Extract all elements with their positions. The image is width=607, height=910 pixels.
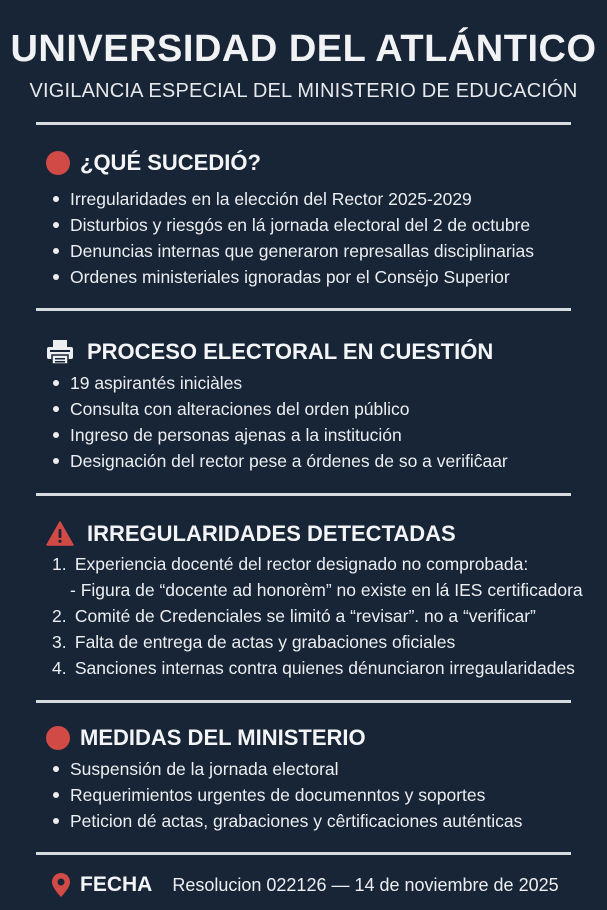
bullet-icon — [53, 792, 59, 798]
section-title: MEDIDAS DEL MINISTERIO — [80, 725, 366, 750]
list-item: Peticion dé actas, grabaciones y cêrtificaciones auténticas — [52, 808, 522, 834]
red-circle-icon — [46, 151, 70, 175]
section-irregularidades-heading — [46, 518, 456, 550]
list-item: Ordenes ministeriales ignoradas por el Consėjo Superior — [52, 264, 534, 290]
list-item: Suspensión de la jornada electoral — [52, 756, 522, 782]
bullet-icon — [53, 818, 59, 824]
list-item: Requerimientos urgentes de documenntos y soportes — [52, 782, 522, 808]
list-item: 4. Sanciones internas contra quienes dénunciaron irregaularidades — [52, 658, 575, 678]
footer-label: FECHA — [80, 873, 153, 896]
red-circle-icon — [46, 726, 70, 750]
section-que-sucedio-heading — [46, 147, 261, 179]
page-title: UNIVERSIDAD DEL ATLÁNTICO — [10, 28, 597, 70]
proceso-list — [52, 370, 508, 474]
bullet-icon — [53, 406, 59, 412]
section-title: ¿QUÉ SUCEDIÓ? — [80, 150, 261, 175]
bullet-icon — [53, 274, 59, 280]
irregularidades-list — [52, 551, 583, 681]
footer — [52, 870, 559, 900]
list-item: Ingreso de personas ajenas a la institución — [52, 422, 508, 448]
section-title: IRREGULARIDADES DETECTADAS — [87, 521, 456, 546]
page-subtitle: VIGILANCIA ESPECIAL DEL MINISTERIO DE EDUCACIÓN — [29, 80, 578, 102]
bullet-icon — [53, 458, 59, 464]
section-title: PROCESO ELECTORAL EN CUESTIÓN — [87, 339, 494, 364]
list-item: 2. Comité de Credenciales se limitó a “revisar”. no a “verificar” — [52, 606, 536, 626]
bullet-icon — [53, 248, 59, 254]
que-sucedio-list — [52, 186, 534, 290]
list-item: Designación del rector pese a órdenes de so a verifiĉaar — [52, 448, 508, 474]
bullet-icon — [53, 222, 59, 228]
list-item: Consulta con alteraciones del orden público — [52, 396, 508, 422]
warning-triangle-icon — [46, 520, 74, 548]
divider — [36, 700, 571, 703]
list-item: Irregularidades en la elección del Rector 2025-2029 — [52, 186, 534, 212]
list-item: 3. Falta de entrega de actas y grabaciones oficiales — [52, 632, 456, 652]
list-item: Denuncias internas que generaron represallas disciplinarias — [52, 238, 534, 264]
bullet-icon — [53, 766, 59, 772]
section-proceso-heading — [46, 336, 493, 368]
list-item: 1. Experiencia docenté del rector designado no comprobada: — [52, 554, 529, 574]
divider — [36, 308, 571, 311]
bullet-icon — [53, 432, 59, 438]
divider — [36, 122, 571, 125]
location-pin-icon — [52, 873, 70, 897]
bullet-icon — [53, 196, 59, 202]
bullet-icon — [53, 380, 59, 386]
divider — [36, 852, 571, 855]
medidas-list — [52, 756, 522, 834]
list-item: 19 aspirantés iniciàles — [52, 370, 508, 396]
printer-icon — [46, 338, 74, 366]
footer-text: Resolucion 022126 — 14 de noviembre de 2025 — [172, 874, 559, 895]
section-medidas-heading — [46, 722, 366, 754]
list-subitem: - Figura de “docente ad honorèm” no existe en lá IES certificadora — [70, 580, 583, 600]
list-item: Disturbios y riesgós en lá jornada electoral del 2 de octubre — [52, 212, 534, 238]
divider — [36, 493, 571, 496]
